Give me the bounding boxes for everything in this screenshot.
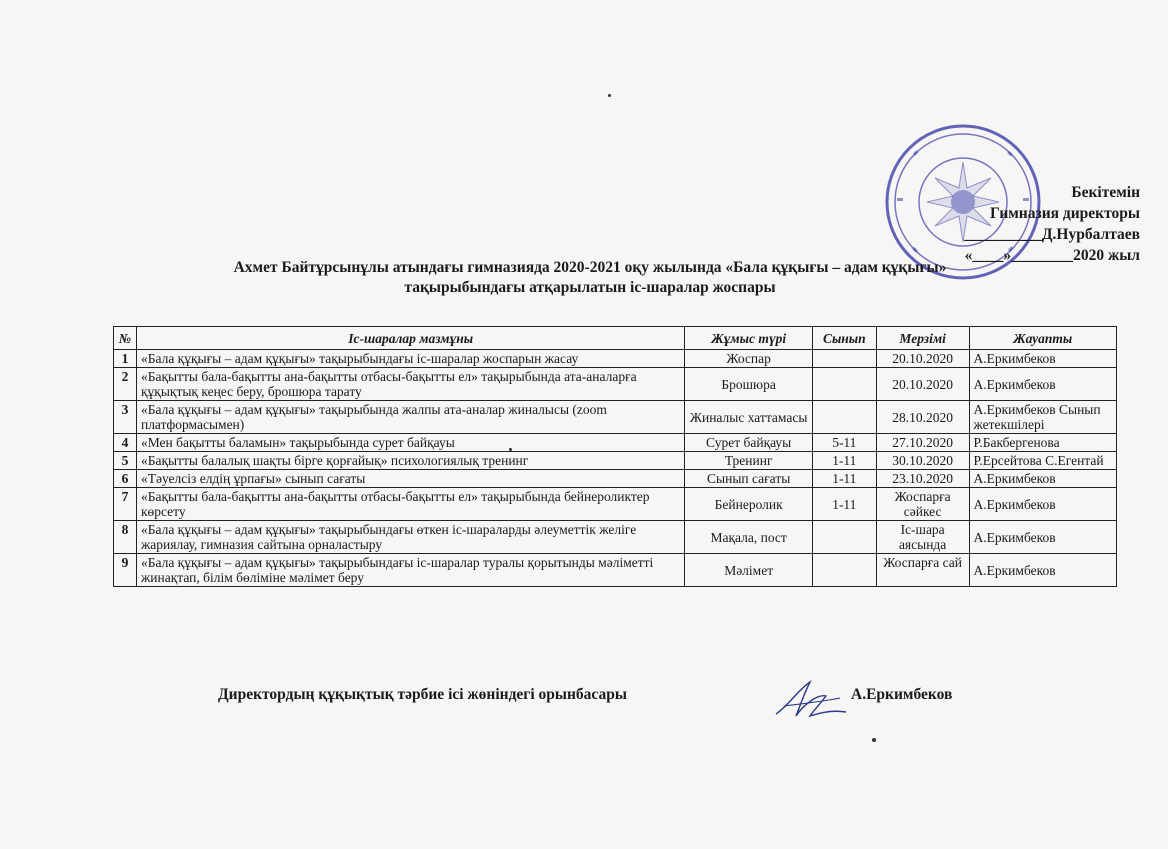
row-work-type: Мақала, пост <box>685 521 812 554</box>
document-title <box>90 258 1090 298</box>
row-content: «Бақытты бала-бақытты ана-бақытты отбасы-бақытты ел» тақырыбында бейнероликтер көрсету <box>136 488 684 521</box>
table-row <box>114 350 1117 368</box>
row-date: 23.10.2020 <box>876 470 969 488</box>
approval-block <box>900 182 1140 266</box>
row-date: Жоспарға сәйкес <box>876 488 969 521</box>
row-class <box>812 521 876 554</box>
row-class <box>812 350 876 368</box>
row-class: 1-11 <box>812 452 876 470</box>
row-work-type: Мәлімет <box>685 554 812 587</box>
handwritten-signature <box>770 676 850 726</box>
row-date: 30.10.2020 <box>876 452 969 470</box>
row-date: Іс-шара аясында <box>876 521 969 554</box>
row-work-type: Жоспар <box>685 350 812 368</box>
ink-dot <box>872 738 876 742</box>
row-number: 2 <box>114 368 137 401</box>
row-number: 5 <box>114 452 137 470</box>
header-number: № <box>114 327 137 350</box>
approval-label: Бекітемін <box>1071 184 1140 201</box>
row-responsible: А.Еркимбеков <box>969 488 1117 521</box>
approval-signature-line: __________Д.Нурбалтаев <box>964 226 1140 243</box>
table-row <box>114 434 1117 452</box>
row-responsible: А.Еркимбеков Сынып жетекшілері <box>969 401 1117 434</box>
row-date: Жоспарға сай <box>876 554 969 587</box>
signatory-role: Директордың құқықтық тәрбие ісі жөніндегі орынбасары <box>218 686 627 703</box>
row-content: «Бала құқығы – адам құқығы» тақырыбындағы іс-шаралар туралы қорытынды мәліметті жинақтап, білім бөліміне мәлімет беру <box>136 554 684 587</box>
row-number: 8 <box>114 521 137 554</box>
row-date: 27.10.2020 <box>876 434 969 452</box>
ink-dot <box>608 94 611 97</box>
row-number: 1 <box>114 350 137 368</box>
events-plan-table <box>113 326 1117 587</box>
row-work-type: Брошюра <box>685 368 812 401</box>
row-class <box>812 554 876 587</box>
row-content: «Бақытты балалық шақты бірге қорғайық» психологиялық тренинг <box>136 452 684 470</box>
row-number: 9 <box>114 554 137 587</box>
row-content: «Бала құқығы – адам құқығы» тақырыбында жалпы ата-аналар жиналысы (zoom платформасымен) <box>136 401 684 434</box>
row-content: «Тәуелсіз елдің ұрпағы» сынып сағаты <box>136 470 684 488</box>
row-date: 20.10.2020 <box>876 368 969 401</box>
row-responsible: А.Еркимбеков <box>969 368 1117 401</box>
row-responsible: Р.Ерсейтова С.Егентай <box>969 452 1117 470</box>
row-class: 5-11 <box>812 434 876 452</box>
table-row <box>114 521 1117 554</box>
table-row <box>114 401 1117 434</box>
title-line-1: Ахмет Байтұрсынұлы атындағы гимназияда 2020-2021 оқу жылында «Бала құқығы – адам құқығы» <box>233 259 947 276</box>
row-number: 3 <box>114 401 137 434</box>
row-content: «Бала құқығы – адам құқығы» тақырыбындағы өткен іс-шараларды әлеуметтік желіге жариялау, гимназия сайтына орналастыру <box>136 521 684 554</box>
row-responsible: Р.Бакбергенова <box>969 434 1117 452</box>
table-header-row <box>114 327 1117 350</box>
row-class: 1-11 <box>812 488 876 521</box>
row-content: «Бала құқығы – адам құқығы» тақырыбындағы іс-шаралар жоспарын жасау <box>136 350 684 368</box>
row-number: 4 <box>114 434 137 452</box>
header-work-type: Жұмыс түрі <box>685 327 812 350</box>
title-line-2: тақырыбындағы атқарылатын іс-шаралар жоспары <box>404 279 776 296</box>
row-content: «Бақытты бала-бақытты ана-бақытты отбасы-бақытты ел» тақырыбында ата-аналарға құқықтық кеңес беру, брошюра тарату <box>136 368 684 401</box>
table-row <box>114 368 1117 401</box>
row-class <box>812 368 876 401</box>
approval-position: Гимназия директоры <box>990 205 1140 222</box>
header-content: Іс-шаралар мазмұны <box>136 327 684 350</box>
header-date: Мерзімі <box>876 327 969 350</box>
table-row <box>114 554 1117 587</box>
approval-date-line: «____»________2020 жыл <box>964 247 1140 264</box>
table-row <box>114 470 1117 488</box>
row-number: 7 <box>114 488 137 521</box>
table-row <box>114 452 1117 470</box>
row-class <box>812 401 876 434</box>
signatory-name: А.Еркимбеков <box>851 686 953 703</box>
row-responsible: А.Еркимбеков <box>969 521 1117 554</box>
row-work-type: Сынып сағаты <box>685 470 812 488</box>
table-row <box>114 488 1117 521</box>
row-class: 1-11 <box>812 470 876 488</box>
row-responsible: А.Еркимбеков <box>969 470 1117 488</box>
header-responsible: Жауапты <box>969 327 1117 350</box>
row-responsible: А.Еркимбеков <box>969 554 1117 587</box>
row-responsible: А.Еркимбеков <box>969 350 1117 368</box>
row-number: 6 <box>114 470 137 488</box>
row-content: «Мен бақытты баламын» тақырыбында сурет байқауы <box>136 434 684 452</box>
ink-dot <box>509 448 512 451</box>
row-work-type: Тренинг <box>685 452 812 470</box>
row-date: 28.10.2020 <box>876 401 969 434</box>
header-class: Сынып <box>812 327 876 350</box>
row-work-type: Бейнеролик <box>685 488 812 521</box>
row-work-type: Сурет байқауы <box>685 434 812 452</box>
row-date: 20.10.2020 <box>876 350 969 368</box>
row-work-type: Жиналыс хаттамасы <box>685 401 812 434</box>
